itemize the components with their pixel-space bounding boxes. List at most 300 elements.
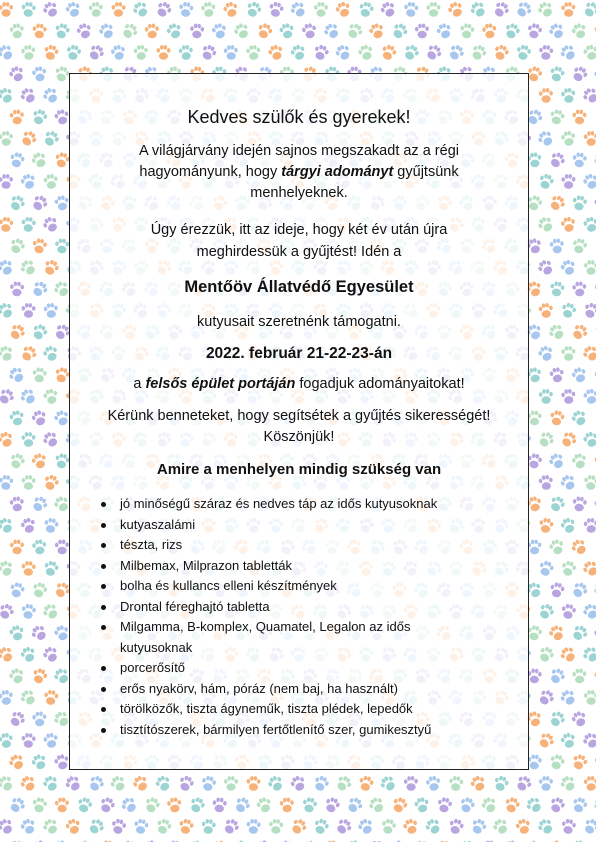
paw-print-icon	[76, 839, 94, 842]
paw-print-icon	[43, 44, 60, 62]
paw-print-icon	[549, 108, 566, 125]
paw-print-icon	[323, 796, 341, 815]
paw-print-icon	[7, 193, 27, 213]
paw-print-icon	[19, 817, 37, 836]
paw-print-icon	[424, 42, 444, 62]
paw-print-icon	[110, 44, 127, 62]
paw-print-icon	[571, 452, 588, 470]
paw-print-icon	[7, 795, 27, 815]
paw-print-icon	[131, 0, 151, 20]
paw-print-icon	[8, 236, 27, 255]
paw-print-icon	[425, 775, 441, 792]
paw-print-icon	[244, 0, 263, 19]
paw-print-icon	[390, 21, 410, 41]
paw-print-icon	[9, 581, 26, 599]
paw-print-icon	[21, 733, 36, 748]
paw-print-icon	[536, 128, 556, 148]
paw-print-icon	[288, 0, 308, 20]
paw-print-icon	[481, 23, 497, 40]
paw-print-icon	[30, 838, 49, 842]
paw-print-icon	[423, 817, 443, 837]
paw-print-icon	[582, 172, 596, 191]
paw-print-icon	[584, 776, 596, 791]
paw-print-icon	[458, 796, 476, 815]
paw-print-icon	[358, 1, 375, 19]
paw-print-icon	[131, 774, 151, 794]
paw-print-icon	[426, 2, 440, 17]
paw-print-icon	[537, 602, 556, 622]
paw-print-icon	[581, 344, 596, 364]
paw-print-icon	[561, 2, 576, 18]
paw-print-icon	[547, 623, 566, 642]
paw-print-icon	[570, 408, 589, 428]
paw-print-icon	[570, 366, 588, 385]
paw-print-icon	[581, 85, 596, 105]
paw-print-icon	[232, 21, 251, 41]
paw-print-icon	[9, 151, 26, 168]
paw-print-icon	[43, 732, 60, 749]
paw-print-icon	[569, 537, 589, 557]
paw-print-icon	[266, 774, 285, 794]
paw-print-icon	[212, 797, 227, 813]
paw-print-icon	[0, 258, 15, 277]
paw-print-icon	[120, 838, 139, 842]
paw-print-icon	[111, 2, 125, 17]
paw-print-icon	[7, 322, 27, 342]
paw-print-icon	[32, 367, 47, 383]
thanks-line: Köszönjük!	[263, 429, 335, 445]
paw-print-icon	[592, 236, 596, 256]
paw-print-icon	[358, 775, 375, 792]
paw-print-icon	[582, 817, 596, 837]
paw-print-icon	[301, 22, 318, 39]
paw-print-icon	[32, 797, 48, 814]
paw-print-icon	[32, 711, 47, 726]
text: gyűjtsünk	[393, 164, 459, 180]
paw-print-icon	[380, 43, 398, 62]
paw-print-icon	[558, 473, 578, 493]
paw-print-icon	[0, 86, 15, 105]
paw-print-icon	[21, 561, 36, 576]
collection-dates: 2022. február 21-22-23-án	[205, 345, 393, 362]
paw-print-icon	[41, 86, 61, 106]
paw-print-icon	[0, 131, 13, 146]
paw-print-icon	[527, 754, 542, 770]
paw-print-icon	[314, 2, 328, 17]
list-item: bolha és kullancs elleni készítmények	[118, 576, 508, 597]
paw-print-icon	[0, 732, 14, 749]
paw-print-icon	[42, 473, 60, 492]
paw-print-icon	[29, 623, 49, 643]
paw-print-icon	[55, 238, 70, 253]
paw-print-icon	[119, 795, 139, 815]
paw-print-icon	[41, 129, 61, 149]
paw-print-icon	[10, 539, 24, 554]
paw-print-icon	[21, 603, 37, 620]
list-item: törölközők, tiszta ágyneműk, tiszta plédek, lepedők	[118, 699, 508, 720]
paw-print-icon	[223, 45, 238, 61]
paw-print-icon	[514, 0, 534, 20]
paw-print-icon	[18, 257, 38, 277]
paw-print-icon	[583, 474, 596, 490]
paw-print-icon	[32, 539, 48, 555]
paw-print-icon	[560, 560, 577, 578]
paw-print-icon	[582, 44, 596, 62]
list-item: porcerősítő	[118, 658, 508, 679]
paw-print-icon	[524, 795, 544, 815]
paw-print-icon	[457, 838, 477, 842]
paw-print-icon	[538, 474, 553, 490]
paw-print-icon	[43, 517, 60, 534]
paw-print-icon	[269, 819, 284, 835]
paw-print-icon	[21, 44, 37, 60]
organization-name: Mentőöv Állatvédő Egyesület	[184, 278, 414, 296]
paw-print-icon	[7, 709, 27, 729]
paw-print-icon	[547, 193, 567, 213]
paw-print-icon	[18, 774, 38, 794]
paw-print-icon	[54, 195, 70, 212]
paw-print-icon	[539, 776, 553, 791]
paw-print-icon	[154, 0, 173, 19]
paw-print-icon	[312, 43, 330, 61]
paw-print-icon	[561, 818, 577, 835]
paw-print-icon	[549, 409, 566, 426]
paw-print-icon	[31, 667, 49, 686]
paw-print-icon	[527, 539, 541, 554]
paw-print-icon	[581, 602, 596, 622]
paw-print-icon	[31, 108, 49, 126]
paw-print-icon	[8, 451, 27, 470]
paw-print-icon	[367, 838, 387, 842]
paw-print-icon	[560, 301, 578, 319]
paw-print-icon	[41, 774, 60, 793]
paw-print-icon	[110, 818, 127, 835]
paw-print-icon	[0, 174, 13, 189]
paw-print-icon	[480, 795, 499, 814]
paw-print-icon	[289, 774, 308, 793]
paw-print-icon	[378, 773, 398, 793]
emphasis: felsős épület portáján	[145, 376, 296, 392]
paw-print-icon	[31, 66, 47, 83]
paw-print-icon	[583, 388, 596, 405]
paw-print-icon	[155, 817, 173, 836]
paw-print-icon	[30, 279, 50, 299]
paw-print-icon	[570, 623, 590, 643]
paw-print-icon	[548, 753, 566, 771]
paw-print-icon	[7, 365, 27, 385]
paw-print-icon	[87, 774, 106, 794]
paw-print-icon	[7, 838, 27, 842]
paw-print-icon	[592, 580, 596, 600]
paw-print-icon	[32, 23, 47, 39]
paw-print-icon	[0, 42, 16, 62]
paw-print-icon	[55, 797, 70, 812]
paw-print-icon	[201, 1, 217, 17]
paw-print-icon	[549, 238, 564, 254]
paw-print-icon	[592, 795, 596, 815]
paw-print-icon	[144, 23, 159, 39]
paw-print-icon	[188, 795, 207, 814]
paw-print-icon	[200, 775, 217, 792]
paw-print-icon	[157, 45, 171, 60]
paw-print-icon	[279, 22, 296, 39]
paw-print-icon	[536, 258, 556, 278]
paw-print-icon	[583, 518, 596, 534]
paw-print-icon	[570, 22, 588, 41]
paw-print-icon	[572, 195, 588, 212]
paw-print-icon	[221, 817, 241, 837]
paw-print-icon	[9, 624, 26, 641]
paw-print-icon	[53, 108, 70, 125]
paw-print-icon	[289, 817, 309, 837]
paw-print-icon	[593, 65, 596, 84]
paw-print-icon	[19, 343, 39, 363]
paw-print-icon	[547, 150, 567, 170]
paw-print-icon	[0, 817, 16, 837]
paw-print-icon	[539, 88, 554, 103]
paw-print-icon	[88, 2, 103, 18]
paw-print-icon	[558, 688, 578, 708]
paw-print-icon	[7, 64, 26, 83]
paw-print-icon	[64, 817, 82, 835]
paw-print-icon	[0, 217, 14, 233]
paw-print-icon	[547, 451, 566, 471]
paw-print-icon	[592, 107, 596, 127]
paw-print-icon	[536, 730, 556, 750]
paw-print-icon	[246, 819, 261, 834]
paragraph-line: A világjárvány idején sajnos megszakadt az a régi	[139, 143, 459, 159]
paw-print-icon	[19, 172, 37, 191]
paw-print-icon	[334, 774, 354, 794]
paw-print-icon	[559, 516, 577, 535]
paw-print-icon	[547, 21, 566, 41]
paw-print-icon	[42, 344, 60, 363]
list-item: kutyaszalámi	[118, 515, 508, 536]
list-item: Drontal féreghajtó tabletta	[118, 597, 508, 618]
paw-print-icon	[246, 45, 261, 61]
paw-print-icon	[570, 709, 589, 728]
paw-print-icon	[55, 539, 70, 554]
paw-print-icon	[459, 23, 475, 40]
paw-print-icon	[0, 774, 16, 794]
paw-print-icon	[581, 559, 596, 579]
paw-print-icon	[222, 0, 240, 18]
paw-print-icon	[143, 796, 161, 815]
paw-print-icon	[571, 796, 589, 814]
paw-print-icon	[525, 838, 544, 842]
paw-print-icon	[415, 23, 430, 38]
paw-print-icon	[177, 774, 195, 793]
paw-print-icon	[30, 409, 48, 428]
paw-print-icon	[537, 172, 555, 190]
paw-print-icon	[75, 22, 93, 40]
paw-print-icon	[573, 110, 587, 125]
paw-print-icon	[559, 429, 579, 449]
paw-print-icon	[547, 709, 567, 729]
paragraph-line: Úgy érezzük, itt az ideje, hogy két év után újra	[150, 222, 448, 238]
paw-print-icon	[267, 43, 285, 61]
paw-print-icon	[469, 817, 488, 836]
paw-print-icon	[549, 581, 566, 598]
paw-print-icon	[20, 516, 38, 534]
paw-print-icon	[592, 709, 596, 729]
paw-print-icon	[301, 796, 318, 813]
paw-print-icon	[65, 44, 82, 61]
paw-print-icon	[9, 496, 24, 512]
paw-print-icon	[0, 2, 13, 17]
paw-print-icon	[21, 432, 35, 447]
paw-print-icon	[7, 752, 27, 772]
paw-print-icon	[503, 22, 521, 41]
paw-print-icon	[572, 496, 587, 512]
paw-print-icon	[402, 817, 420, 835]
paw-print-icon	[583, 216, 596, 233]
paw-print-icon	[312, 817, 330, 835]
emphasis: tárgyi adományt	[281, 164, 394, 180]
paw-print-icon	[133, 818, 149, 835]
paw-print-icon	[76, 796, 94, 814]
paw-print-icon	[572, 152, 587, 168]
paw-print-icon	[30, 322, 49, 341]
paw-print-icon	[537, 344, 555, 363]
paw-print-icon	[8, 667, 26, 686]
paw-print-icon	[9, 109, 24, 125]
paw-print-icon	[434, 838, 454, 842]
support-line: kutyusait szeretnénk támogatni.	[197, 314, 401, 330]
paw-print-icon	[558, 42, 578, 62]
paw-print-icon	[404, 776, 419, 791]
paw-print-icon	[18, 386, 38, 406]
paw-print-icon	[559, 731, 577, 749]
paw-print-icon	[571, 753, 589, 772]
paw-print-icon	[32, 238, 48, 255]
paw-print-icon	[527, 668, 542, 684]
paw-print-icon	[30, 193, 50, 213]
paw-print-icon	[414, 796, 431, 813]
paw-print-icon	[41, 0, 61, 19]
paw-print-icon	[548, 538, 566, 556]
paragraph-line: menhelyeknek.	[250, 185, 348, 201]
paw-print-icon	[0, 430, 15, 449]
paw-print-icon	[18, 687, 38, 707]
paw-print-icon	[86, 42, 106, 62]
paw-print-icon	[43, 560, 60, 578]
paw-print-icon	[18, 85, 38, 105]
paw-print-icon	[211, 22, 228, 40]
paw-print-icon	[232, 795, 252, 815]
paw-print-icon	[356, 817, 375, 836]
paw-print-icon	[402, 43, 421, 63]
paw-print-icon	[43, 302, 58, 318]
paw-print-icon	[549, 367, 565, 384]
text: hagyományunk, hogy	[139, 164, 282, 180]
paw-print-icon	[42, 388, 59, 406]
paw-print-icon	[268, 1, 285, 18]
paw-print-icon	[560, 216, 577, 233]
paw-print-icon	[538, 302, 553, 318]
paw-print-icon	[538, 517, 554, 534]
paw-print-icon	[367, 795, 387, 815]
paw-print-icon	[561, 174, 575, 189]
paw-print-icon	[581, 644, 596, 664]
list-item: tisztítószerek, bármilyen fertőtlenítő szer, gumikesztyű	[118, 720, 508, 741]
paw-print-icon	[97, 21, 116, 40]
list-item: Milgamma, B-komplex, Quamatel, Legalon az idős kutyusoknak	[118, 617, 450, 658]
paw-print-icon	[469, 774, 488, 793]
paw-print-icon	[43, 173, 59, 190]
paw-print-icon	[593, 624, 596, 643]
paw-print-icon	[54, 22, 71, 40]
paw-print-icon	[491, 817, 511, 837]
paw-print-icon	[468, 0, 488, 20]
paw-print-icon	[0, 645, 16, 665]
paw-print-icon	[572, 281, 587, 297]
paw-print-icon	[547, 666, 567, 686]
paw-print-icon	[108, 774, 127, 794]
paw-print-icon	[536, 0, 555, 19]
paw-print-icon	[503, 796, 521, 814]
letter-card	[69, 73, 529, 770]
paw-print-icon	[526, 22, 543, 39]
paw-print-icon	[21, 475, 35, 490]
paw-print-icon	[201, 818, 216, 834]
paw-print-icon	[0, 602, 16, 621]
paw-print-icon	[133, 45, 148, 61]
paw-print-icon	[43, 689, 59, 705]
paw-print-icon	[190, 23, 205, 39]
paw-print-icon	[492, 43, 510, 62]
paw-print-icon	[571, 237, 588, 255]
paw-print-icon	[558, 644, 578, 664]
paw-print-icon	[435, 22, 453, 41]
paw-print-icon	[0, 301, 16, 321]
paw-print-icon	[581, 731, 596, 751]
list-item: Milbemax, Milprazon tabletták	[118, 556, 508, 577]
paw-print-icon	[536, 429, 556, 449]
paw-print-icon	[528, 411, 542, 426]
paw-print-icon	[41, 645, 60, 665]
paw-print-icon	[345, 21, 365, 41]
paw-print-icon	[64, 0, 82, 19]
list-item: tészta, rizs	[118, 535, 508, 556]
paw-print-icon	[41, 817, 61, 837]
paw-print-icon	[165, 22, 183, 41]
paw-print-icon	[0, 516, 15, 536]
paw-print-icon	[536, 817, 556, 837]
paw-print-icon	[548, 494, 567, 514]
paw-print-icon	[584, 690, 596, 705]
paw-print-icon	[436, 796, 453, 813]
paw-print-icon	[30, 452, 48, 470]
paw-print-icon	[592, 150, 596, 170]
paw-print-icon	[10, 281, 25, 296]
paw-print-icon	[570, 322, 590, 342]
paw-print-icon	[549, 281, 565, 298]
paw-print-icon	[334, 816, 354, 836]
paw-print-icon	[210, 838, 230, 842]
paw-print-icon	[30, 150, 49, 170]
paw-print-icon	[379, 0, 398, 19]
paw-print-icon	[21, 2, 36, 18]
paw-print-icon	[581, 0, 596, 20]
paw-print-icon	[539, 45, 554, 61]
paw-print-icon	[120, 21, 140, 41]
paw-print-icon	[514, 774, 534, 794]
paw-print-icon	[19, 645, 37, 664]
paw-print-icon	[582, 430, 596, 448]
list-heading: Amire a menhelyen mindig szükség van	[156, 461, 442, 478]
paw-print-icon	[403, 2, 418, 18]
